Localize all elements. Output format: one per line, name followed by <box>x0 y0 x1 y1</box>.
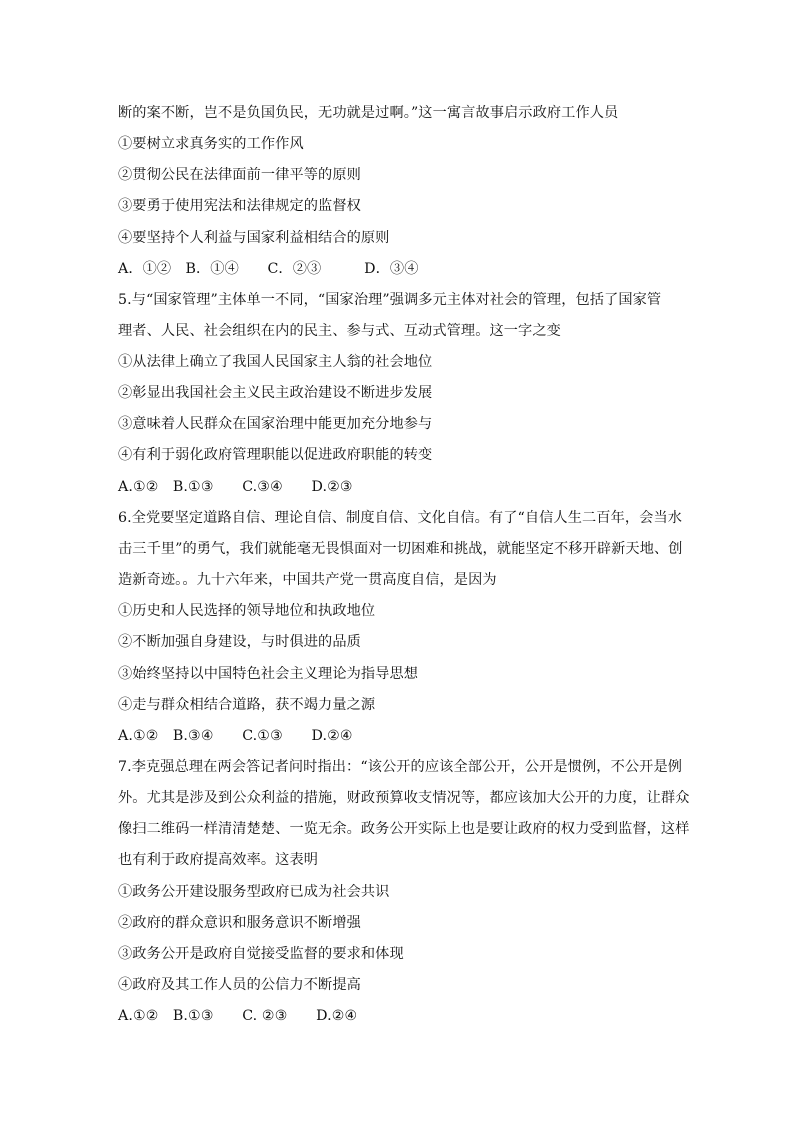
text-line: ①从法律上确立了我国人民国家主人翁的社会地位 <box>118 354 433 370</box>
text-line: ①政务公开建设服务型政府已成为社会共识 <box>118 884 390 900</box>
text-line: 也有利于政府提高效率。这表明 <box>118 852 319 868</box>
answer-options: A.①② B.①③ C.③④ D.②③ <box>118 479 353 495</box>
text-line: 理者、人民、社会组织在内的民主、参与式、互动式管理。这一字之变 <box>118 323 561 339</box>
text-line: 像扫二维码一样清清楚楚、一览无余。政务公开实际上也是要让政府的权力受到监督，这样 <box>118 821 690 837</box>
text-line: 断的案不断，岂不是负国负民，无功就是过啊。”这一寓言故事启示政府工作人员 <box>118 105 619 121</box>
text-line: ②彰显出我国社会主义民主政治建设不断进步发展 <box>118 385 433 401</box>
question-6: 6.全党要坚定道路自信、理论自信、制度自信、文化自信。有了“自信人生二百年，会当水 <box>118 510 683 526</box>
text-line: 造新奇迹。。九十六年来，中国共产党一贯高度自信，是因为 <box>118 572 497 588</box>
text-line: ④政府及其工作人员的公信力不断提高 <box>118 977 361 993</box>
text-line: ④有利于弱化政府管理职能以促进政府职能的转变 <box>118 447 433 463</box>
text-line: ③意味着人民群众在国家治理中能更加充分地参与 <box>118 416 433 432</box>
answer-options: A.①② B.①③ C. ②③ D.②④ <box>118 1008 358 1024</box>
text-line: ②政府的群众意识和服务意识不断增强 <box>118 915 361 931</box>
text-line: ①历史和人民选择的领导地位和执政地位 <box>118 603 376 619</box>
text-line: ①要树立求真务实的工作作风 <box>118 136 304 152</box>
question-7: 7.李克强总理在两会答记者问时指出：“该公开的应该全部公开，公开是惯例，不公开是例 <box>118 759 683 775</box>
text-line: 击三千里”的勇气，我们就能毫无畏惧面对一切困难和挑战，就能坚定不移开辟新天地、创 <box>118 541 683 557</box>
text-line: ④走与群众相结合道路，获不竭力量之源 <box>118 697 376 713</box>
answer-options: A．①② B．①④ C．②③ D．③④ <box>118 261 419 277</box>
question-5: 5.与“国家管理”主体单一不同，“国家治理”强调多元主体对社会的管理，包括了国家管 <box>118 292 662 308</box>
text-line: ④要坚持个人利益与国家利益相结合的原则 <box>118 230 390 246</box>
text-line: 外。尤其是涉及到公众利益的措施，财政预算收支情况等，都应该加大公开的力度，让群众 <box>118 790 690 806</box>
text-line: ③政务公开是政府自觉接受监督的要求和体现 <box>118 946 404 962</box>
answer-options: A.①② B.③④ C.①③ D.②④ <box>118 728 353 744</box>
text-line: ②贯彻公民在法律面前一律平等的原则 <box>118 167 361 183</box>
text-line: ③始终坚持以中国特色社会主义理论为指导思想 <box>118 666 419 682</box>
text-line: ③要勇于使用宪法和法律规定的监督权 <box>118 198 361 214</box>
text-line: ②不断加强自身建设，与时俱进的品质 <box>118 634 361 650</box>
